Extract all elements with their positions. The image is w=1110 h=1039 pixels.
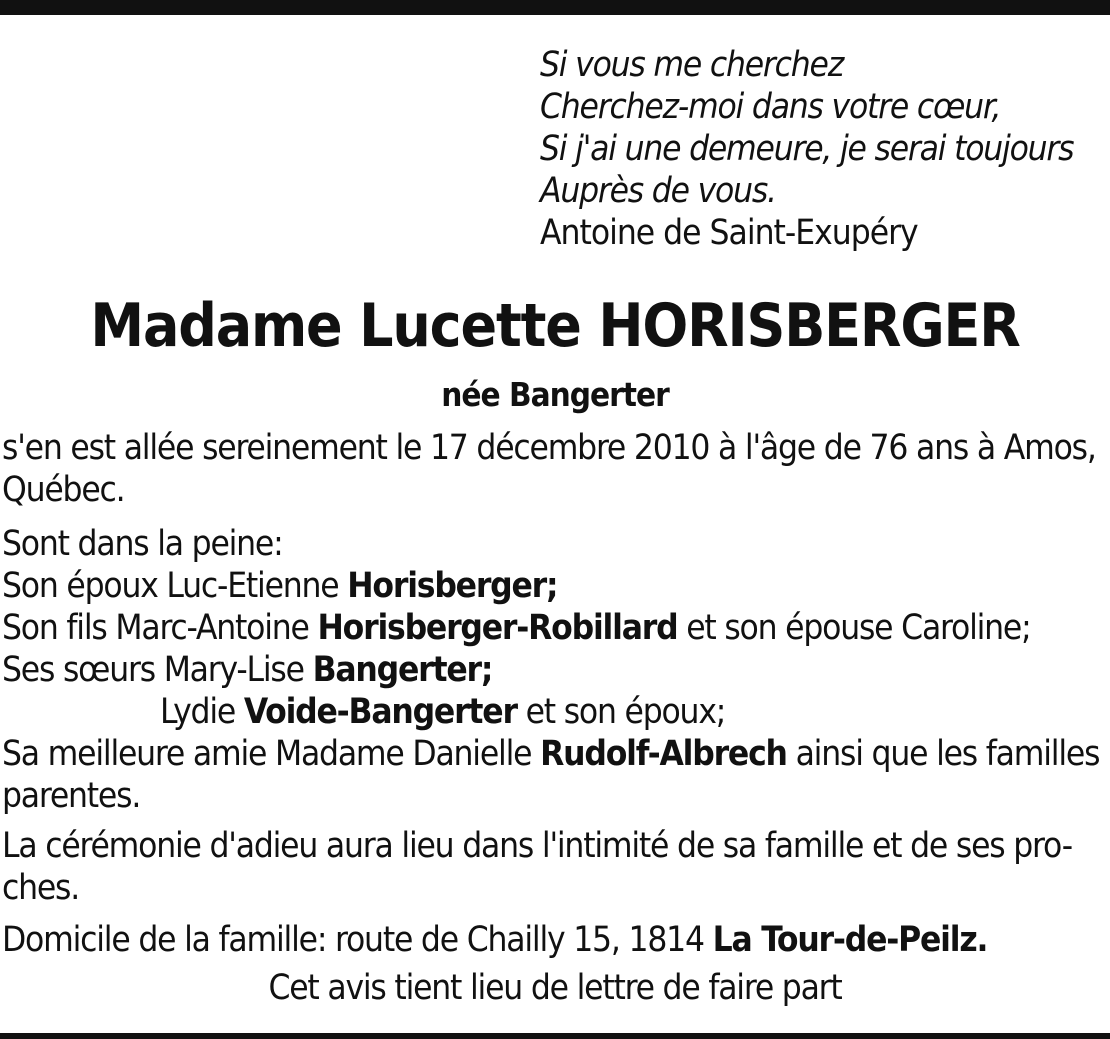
mourner-text: ainsi que les familles — [786, 734, 1100, 774]
family-domicile — [2, 919, 1108, 961]
epigraph-poem — [540, 44, 1110, 254]
announcement-line: Québec. — [2, 470, 125, 510]
announcement-line: s'en est allée sereinement le 17 décembre 2010 à l'âge de 76 ans à Amos, — [2, 428, 1096, 468]
mourner-surname: Horisberger; — [347, 566, 558, 606]
mourner-friend — [2, 733, 1108, 775]
announcement — [2, 427, 1108, 511]
mourner-text: Sa meilleure amie Madame Danielle — [2, 734, 541, 774]
mourner-text: et son époux; — [516, 692, 726, 732]
bottom-border-rule — [0, 1033, 1110, 1039]
closing-note: Cet avis tient lieu de lettre de faire part — [268, 968, 842, 1008]
mourner-friend-continued: parentes. — [2, 776, 141, 816]
mourner-surname: Rudolf-Albrech — [540, 734, 787, 774]
poem-line: Si j'ai une demeure, je serai toujours — [540, 129, 1074, 169]
ceremony-line: ches. — [2, 868, 80, 908]
mourner-son — [2, 607, 1108, 649]
poem-line: Auprès de vous. — [540, 171, 776, 211]
poem-author: Antoine de Saint-Exupéry — [540, 213, 918, 253]
poem-line: Si vous me cherchez — [540, 45, 844, 85]
domicile-town: La Tour-de-Peilz. — [712, 920, 988, 960]
mourner-text: Son époux Luc-Etienne — [2, 566, 348, 606]
ceremony-notice — [2, 825, 1108, 909]
deceased-name: Madame Lucette HORISBERGER — [90, 291, 1020, 361]
top-border-rule — [0, 0, 1110, 15]
mourners-list — [2, 523, 1108, 817]
mourner-surname: Voide-Bangerter — [243, 692, 517, 732]
mourner-surname: Horisberger-Robillard — [317, 608, 678, 648]
mourner-text: Ses sœurs Mary-Lise — [2, 650, 313, 690]
mourner-text: et son épouse Caroline; — [677, 608, 1031, 648]
poem-line: Cherchez-moi dans votre cœur, — [540, 87, 1001, 127]
mourner-surname: Bangerter; — [312, 650, 493, 690]
mourner-text: Son fils Marc-Antoine — [2, 608, 318, 648]
ceremony-line: La cérémonie d'adieu aura lieu dans l'intimité de sa famille et de ses pro- — [2, 826, 1072, 866]
mourner-spouse — [2, 565, 1108, 607]
mourner-sister — [2, 691, 1108, 733]
deceased-birth-name: née Bangerter — [441, 375, 669, 414]
domicile-address: Domicile de la famille: route de Chailly 15, 1814 — [2, 920, 713, 960]
mourners-intro: Sont dans la peine: — [2, 524, 283, 564]
mourner-sister — [2, 649, 1108, 691]
mourner-text: Lydie — [160, 692, 244, 732]
